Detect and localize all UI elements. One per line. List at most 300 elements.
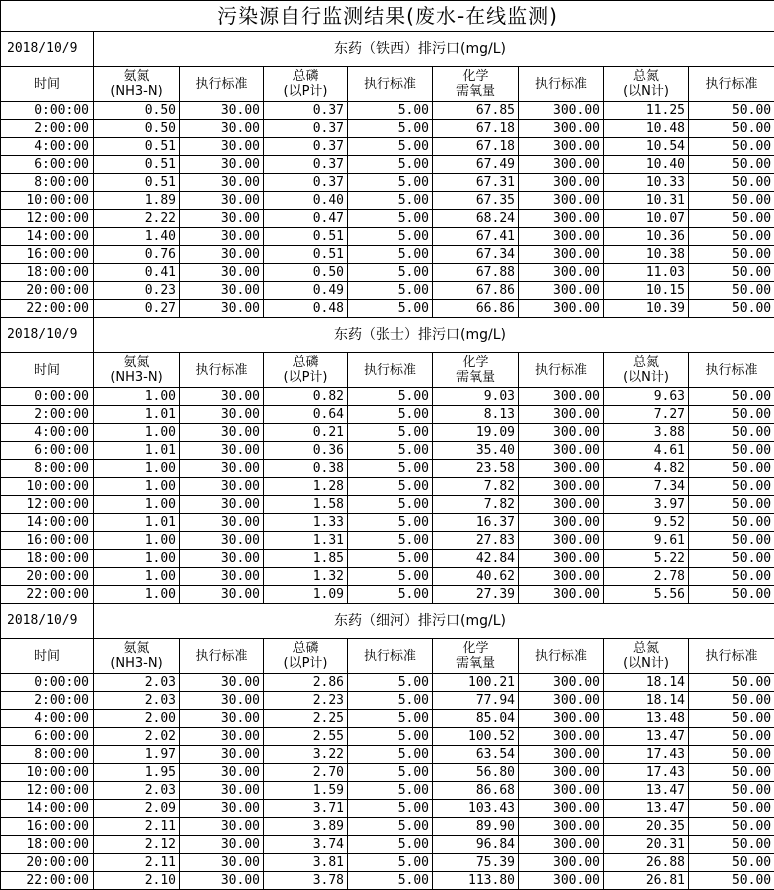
- header-nh3-text: (NH3-N): [110, 656, 162, 671]
- nh3-value: 2.03: [94, 674, 180, 692]
- nh3-value: 2.12: [94, 836, 180, 854]
- table-row: [1, 496, 774, 514]
- tp-standard: 5.00: [348, 460, 433, 478]
- header-cod-text: 化学: [462, 355, 488, 370]
- cod-value: 42.84: [433, 550, 519, 568]
- tp-value: 0.49: [264, 282, 348, 300]
- cod-standard: 300.00: [519, 460, 604, 478]
- table-row: [1, 782, 774, 800]
- tn-standard: 50.00: [689, 800, 774, 818]
- tn-value: 9.52: [604, 514, 689, 532]
- nh3-standard: 30.00: [180, 728, 264, 746]
- tp-value: 0.51: [264, 228, 348, 246]
- cod-value: 16.37: [433, 514, 519, 532]
- tp-standard: 5.00: [348, 282, 433, 300]
- time-cell: 22:00:00: [1, 586, 94, 604]
- cod-value: 96.84: [433, 836, 519, 854]
- cod-standard: 300.00: [519, 442, 604, 460]
- nh3-value: 0.50: [94, 102, 180, 120]
- site-row: [1, 318, 774, 353]
- section-date: 2018/10/9: [1, 604, 94, 639]
- time-cell: 20:00:00: [1, 568, 94, 586]
- tn-standard: 50.00: [689, 586, 774, 604]
- tp-value: 0.48: [264, 300, 348, 318]
- time-cell: 12:00:00: [1, 496, 94, 514]
- tp-standard: 5.00: [348, 872, 433, 890]
- cod-value: 67.18: [433, 120, 519, 138]
- title-row: [1, 1, 774, 32]
- nh3-standard: 30.00: [180, 514, 264, 532]
- time-cell: 14:00:00: [1, 514, 94, 532]
- header-tn-standard: [689, 353, 774, 388]
- header-tn-text: (以N计): [623, 370, 669, 385]
- header-tn-text: 总氮: [633, 69, 659, 84]
- tp-standard: 5.00: [348, 532, 433, 550]
- tp-value: 3.22: [264, 746, 348, 764]
- nh3-value: 1.00: [94, 586, 180, 604]
- tn-standard: 50.00: [689, 460, 774, 478]
- header-tp-standard-text: 执行标准: [364, 77, 416, 92]
- nh3-value: 1.40: [94, 228, 180, 246]
- header-cod-text: 需氧量: [456, 370, 495, 385]
- tn-standard: 50.00: [689, 728, 774, 746]
- tn-standard: 50.00: [689, 550, 774, 568]
- cod-standard: 300.00: [519, 532, 604, 550]
- nh3-value: 2.11: [94, 854, 180, 872]
- nh3-value: 0.76: [94, 246, 180, 264]
- header-tp: [264, 67, 348, 102]
- tp-standard: 5.00: [348, 764, 433, 782]
- nh3-value: 1.00: [94, 568, 180, 586]
- cod-value: 27.39: [433, 586, 519, 604]
- cod-standard: 300.00: [519, 300, 604, 318]
- tp-value: 1.33: [264, 514, 348, 532]
- tn-standard: 50.00: [689, 282, 774, 300]
- time-cell: 16:00:00: [1, 246, 94, 264]
- tn-value: 17.43: [604, 764, 689, 782]
- column-header-row: [1, 67, 774, 102]
- cod-value: 100.21: [433, 674, 519, 692]
- cod-standard: 300.00: [519, 514, 604, 532]
- table-row: [1, 138, 774, 156]
- table-row: [1, 102, 774, 120]
- header-time: [1, 67, 94, 102]
- header-cod: [433, 639, 519, 674]
- cod-value: 27.83: [433, 532, 519, 550]
- nh3-standard: 30.00: [180, 388, 264, 406]
- time-cell: 0:00:00: [1, 102, 94, 120]
- time-cell: 2:00:00: [1, 120, 94, 138]
- header-tp-standard-text: 执行标准: [364, 649, 416, 664]
- tp-standard: 5.00: [348, 174, 433, 192]
- cod-value: 67.49: [433, 156, 519, 174]
- tn-standard: 50.00: [689, 818, 774, 836]
- tn-value: 5.56: [604, 586, 689, 604]
- header-nh3: [94, 639, 180, 674]
- cod-value: 66.86: [433, 300, 519, 318]
- tp-standard: 5.00: [348, 692, 433, 710]
- header-nh3-standard: [180, 639, 264, 674]
- cod-value: 67.18: [433, 138, 519, 156]
- cod-value: 85.04: [433, 710, 519, 728]
- tp-standard: 5.00: [348, 264, 433, 282]
- nh3-value: 0.51: [94, 138, 180, 156]
- header-time-text: 时间: [34, 363, 60, 378]
- nh3-value: 0.50: [94, 120, 180, 138]
- tp-value: 3.78: [264, 872, 348, 890]
- tn-value: 18.14: [604, 674, 689, 692]
- tn-value: 11.25: [604, 102, 689, 120]
- tp-standard: 5.00: [348, 496, 433, 514]
- nh3-standard: 30.00: [180, 102, 264, 120]
- tn-value: 26.88: [604, 854, 689, 872]
- nh3-value: 1.01: [94, 442, 180, 460]
- tp-standard: 5.00: [348, 728, 433, 746]
- nh3-standard: 30.00: [180, 120, 264, 138]
- time-cell: 2:00:00: [1, 692, 94, 710]
- tp-value: 0.37: [264, 120, 348, 138]
- nh3-value: 2.09: [94, 800, 180, 818]
- cod-value: 100.52: [433, 728, 519, 746]
- time-cell: 18:00:00: [1, 264, 94, 282]
- time-cell: 18:00:00: [1, 550, 94, 568]
- table-body: [1, 1, 774, 890]
- tn-value: 11.03: [604, 264, 689, 282]
- tp-value: 2.55: [264, 728, 348, 746]
- tp-value: 2.70: [264, 764, 348, 782]
- nh3-standard: 30.00: [180, 800, 264, 818]
- cod-value: 7.82: [433, 496, 519, 514]
- cod-value: 77.94: [433, 692, 519, 710]
- outfall-name: 东药（细河）排污口(mg/L): [94, 604, 774, 639]
- tp-value: 3.71: [264, 800, 348, 818]
- header-cod-standard-text: 执行标准: [535, 649, 587, 664]
- tp-standard: 5.00: [348, 406, 433, 424]
- cod-standard: 300.00: [519, 228, 604, 246]
- tn-value: 10.15: [604, 282, 689, 300]
- cod-value: 68.24: [433, 210, 519, 228]
- tp-standard: 5.00: [348, 246, 433, 264]
- column-header-row: [1, 639, 774, 674]
- tp-value: 1.85: [264, 550, 348, 568]
- cod-value: 40.62: [433, 568, 519, 586]
- table-row: [1, 174, 774, 192]
- header-cod-text: 化学: [462, 641, 488, 656]
- cod-standard: 300.00: [519, 496, 604, 514]
- tp-standard: 5.00: [348, 102, 433, 120]
- header-tn: [604, 639, 689, 674]
- header-tn-standard-text: 执行标准: [706, 649, 758, 664]
- tp-value: 0.37: [264, 156, 348, 174]
- tp-value: 0.82: [264, 388, 348, 406]
- header-cod-standard: [519, 353, 604, 388]
- tn-standard: 50.00: [689, 192, 774, 210]
- header-tp-text: 总磷: [292, 641, 318, 656]
- header-nh3: [94, 353, 180, 388]
- header-tp: [264, 353, 348, 388]
- header-time: [1, 353, 94, 388]
- tn-standard: 50.00: [689, 388, 774, 406]
- cod-value: 67.85: [433, 102, 519, 120]
- tp-value: 2.25: [264, 710, 348, 728]
- table-row: [1, 710, 774, 728]
- cod-standard: 300.00: [519, 568, 604, 586]
- table-row: [1, 282, 774, 300]
- header-nh3-standard-text: 执行标准: [195, 363, 247, 378]
- tn-standard: 50.00: [689, 568, 774, 586]
- table-row: [1, 478, 774, 496]
- time-cell: 22:00:00: [1, 872, 94, 890]
- cod-value: 67.86: [433, 282, 519, 300]
- tn-standard: 50.00: [689, 532, 774, 550]
- tn-value: 20.31: [604, 836, 689, 854]
- tp-value: 0.37: [264, 102, 348, 120]
- nh3-standard: 30.00: [180, 496, 264, 514]
- tp-standard: 5.00: [348, 156, 433, 174]
- cod-value: 35.40: [433, 442, 519, 460]
- cod-value: 67.35: [433, 192, 519, 210]
- header-tn-standard-text: 执行标准: [706, 363, 758, 378]
- tn-standard: 50.00: [689, 138, 774, 156]
- cod-value: 113.80: [433, 872, 519, 890]
- nh3-standard: 30.00: [180, 138, 264, 156]
- tn-standard: 50.00: [689, 424, 774, 442]
- cod-value: 7.82: [433, 478, 519, 496]
- table-row: [1, 746, 774, 764]
- nh3-value: 1.00: [94, 388, 180, 406]
- time-cell: 0:00:00: [1, 674, 94, 692]
- header-cod-text: 需氧量: [456, 656, 495, 671]
- nh3-standard: 30.00: [180, 586, 264, 604]
- tn-value: 13.47: [604, 800, 689, 818]
- tp-value: 0.37: [264, 174, 348, 192]
- nh3-value: 1.01: [94, 514, 180, 532]
- tn-value: 4.82: [604, 460, 689, 478]
- time-cell: 20:00:00: [1, 282, 94, 300]
- tn-standard: 50.00: [689, 764, 774, 782]
- tp-value: 0.50: [264, 264, 348, 282]
- tp-standard: 5.00: [348, 836, 433, 854]
- table-row: [1, 568, 774, 586]
- tn-standard: 50.00: [689, 746, 774, 764]
- tp-value: 0.40: [264, 192, 348, 210]
- cod-value: 63.54: [433, 746, 519, 764]
- time-cell: 2:00:00: [1, 406, 94, 424]
- nh3-standard: 30.00: [180, 300, 264, 318]
- column-header-row: [1, 353, 774, 388]
- nh3-standard: 30.00: [180, 854, 264, 872]
- tp-standard: 5.00: [348, 192, 433, 210]
- header-tn-text: 总氮: [633, 355, 659, 370]
- cod-standard: 300.00: [519, 246, 604, 264]
- cod-standard: 300.00: [519, 192, 604, 210]
- time-cell: 16:00:00: [1, 532, 94, 550]
- tn-value: 10.31: [604, 192, 689, 210]
- outfall-name: 东药（铁西）排污口(mg/L): [94, 32, 774, 67]
- table-row: [1, 728, 774, 746]
- nh3-value: 1.00: [94, 532, 180, 550]
- header-tp-text: (以P计): [284, 656, 328, 671]
- cod-standard: 300.00: [519, 800, 604, 818]
- header-nh3-text: 氨氮: [123, 355, 149, 370]
- tn-value: 7.34: [604, 478, 689, 496]
- header-cod-standard: [519, 639, 604, 674]
- tn-value: 2.78: [604, 568, 689, 586]
- tn-standard: 50.00: [689, 854, 774, 872]
- header-cod: [433, 67, 519, 102]
- header-tn-standard: [689, 639, 774, 674]
- nh3-value: 1.00: [94, 550, 180, 568]
- header-tn-standard-text: 执行标准: [706, 77, 758, 92]
- header-nh3-text: 氨氮: [123, 641, 149, 656]
- nh3-standard: 30.00: [180, 532, 264, 550]
- table-row: [1, 156, 774, 174]
- tn-value: 10.33: [604, 174, 689, 192]
- table-row: [1, 388, 774, 406]
- cod-value: 67.34: [433, 246, 519, 264]
- cod-standard: 300.00: [519, 872, 604, 890]
- header-nh3-text: 氨氮: [123, 69, 149, 84]
- cod-standard: 300.00: [519, 836, 604, 854]
- tn-value: 13.47: [604, 728, 689, 746]
- tp-standard: 5.00: [348, 300, 433, 318]
- table-row: [1, 764, 774, 782]
- cod-value: 8.13: [433, 406, 519, 424]
- tp-value: 1.09: [264, 586, 348, 604]
- cod-value: 56.80: [433, 764, 519, 782]
- cod-standard: 300.00: [519, 818, 604, 836]
- header-nh3-standard: [180, 353, 264, 388]
- table-row: [1, 674, 774, 692]
- tp-value: 1.32: [264, 568, 348, 586]
- cod-standard: 300.00: [519, 406, 604, 424]
- table-row: [1, 228, 774, 246]
- nh3-value: 1.00: [94, 460, 180, 478]
- cod-standard: 300.00: [519, 102, 604, 120]
- cod-standard: 300.00: [519, 550, 604, 568]
- nh3-standard: 30.00: [180, 568, 264, 586]
- time-cell: 10:00:00: [1, 192, 94, 210]
- tp-standard: 5.00: [348, 228, 433, 246]
- tp-standard: 5.00: [348, 138, 433, 156]
- tn-standard: 50.00: [689, 174, 774, 192]
- header-tp-text: (以P计): [284, 370, 328, 385]
- tp-value: 3.89: [264, 818, 348, 836]
- section-date: 2018/10/9: [1, 318, 94, 353]
- nh3-value: 2.22: [94, 210, 180, 228]
- cod-standard: 300.00: [519, 710, 604, 728]
- nh3-value: 1.89: [94, 192, 180, 210]
- tn-value: 10.39: [604, 300, 689, 318]
- tp-value: 1.59: [264, 782, 348, 800]
- cod-value: 23.58: [433, 460, 519, 478]
- header-cod-text: 需氧量: [456, 84, 495, 99]
- header-nh3-text: (NH3-N): [110, 370, 162, 385]
- nh3-value: 0.23: [94, 282, 180, 300]
- time-cell: 10:00:00: [1, 478, 94, 496]
- cod-value: 75.39: [433, 854, 519, 872]
- cod-value: 86.68: [433, 782, 519, 800]
- tn-standard: 50.00: [689, 514, 774, 532]
- nh3-value: 1.95: [94, 764, 180, 782]
- header-tp-standard: [348, 67, 433, 102]
- time-cell: 12:00:00: [1, 782, 94, 800]
- cod-value: 67.88: [433, 264, 519, 282]
- header-nh3-standard: [180, 67, 264, 102]
- nh3-standard: 30.00: [180, 246, 264, 264]
- tn-standard: 50.00: [689, 836, 774, 854]
- table-row: [1, 836, 774, 854]
- nh3-standard: 30.00: [180, 782, 264, 800]
- time-cell: 20:00:00: [1, 854, 94, 872]
- tn-standard: 50.00: [689, 210, 774, 228]
- nh3-value: 2.10: [94, 872, 180, 890]
- time-cell: 8:00:00: [1, 174, 94, 192]
- nh3-value: 0.27: [94, 300, 180, 318]
- tp-value: 1.31: [264, 532, 348, 550]
- cod-standard: 300.00: [519, 728, 604, 746]
- tp-standard: 5.00: [348, 586, 433, 604]
- header-nh3-standard-text: 执行标准: [195, 649, 247, 664]
- table-row: [1, 818, 774, 836]
- nh3-value: 1.97: [94, 746, 180, 764]
- table-row: [1, 210, 774, 228]
- table-row: [1, 406, 774, 424]
- tp-value: 1.28: [264, 478, 348, 496]
- nh3-standard: 30.00: [180, 210, 264, 228]
- tp-value: 2.86: [264, 674, 348, 692]
- tp-value: 2.23: [264, 692, 348, 710]
- nh3-standard: 30.00: [180, 872, 264, 890]
- header-tn-text: (以N计): [623, 84, 669, 99]
- header-nh3: [94, 67, 180, 102]
- nh3-standard: 30.00: [180, 424, 264, 442]
- tn-standard: 50.00: [689, 406, 774, 424]
- tn-value: 13.47: [604, 782, 689, 800]
- tn-standard: 50.00: [689, 442, 774, 460]
- cod-value: 67.41: [433, 228, 519, 246]
- tn-value: 3.97: [604, 496, 689, 514]
- tp-value: 0.37: [264, 138, 348, 156]
- nh3-value: 2.11: [94, 818, 180, 836]
- nh3-standard: 30.00: [180, 228, 264, 246]
- tn-value: 10.48: [604, 120, 689, 138]
- header-time-text: 时间: [34, 77, 60, 92]
- cod-value: 9.03: [433, 388, 519, 406]
- tn-standard: 50.00: [689, 120, 774, 138]
- header-cod-standard-text: 执行标准: [535, 363, 587, 378]
- time-cell: 6:00:00: [1, 728, 94, 746]
- time-cell: 18:00:00: [1, 836, 94, 854]
- nh3-value: 1.00: [94, 496, 180, 514]
- nh3-value: 1.00: [94, 478, 180, 496]
- tn-value: 17.43: [604, 746, 689, 764]
- tp-standard: 5.00: [348, 746, 433, 764]
- tn-standard: 50.00: [689, 674, 774, 692]
- header-tn-standard: [689, 67, 774, 102]
- table-row: [1, 246, 774, 264]
- header-nh3-text: (NH3-N): [110, 84, 162, 99]
- tp-standard: 5.00: [348, 568, 433, 586]
- tn-value: 10.54: [604, 138, 689, 156]
- nh3-standard: 30.00: [180, 282, 264, 300]
- nh3-standard: 30.00: [180, 550, 264, 568]
- nh3-standard: 30.00: [180, 264, 264, 282]
- tp-value: 0.64: [264, 406, 348, 424]
- table-row: [1, 800, 774, 818]
- header-tp-standard: [348, 639, 433, 674]
- nh3-value: 0.51: [94, 174, 180, 192]
